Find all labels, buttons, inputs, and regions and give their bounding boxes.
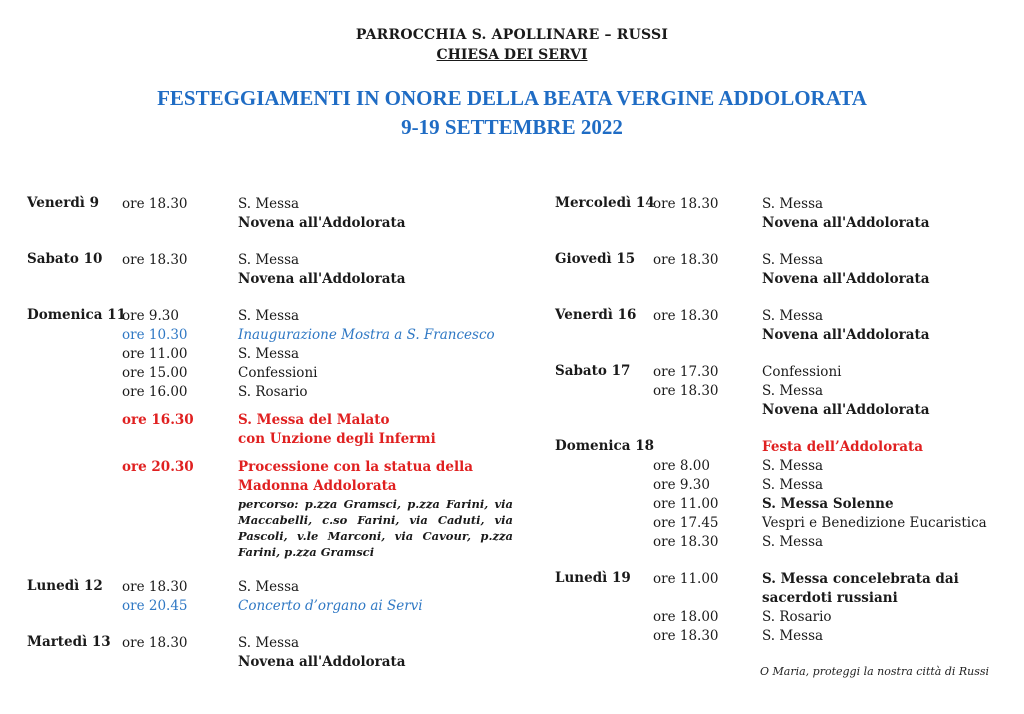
entry-time: ore 18.30: [653, 628, 719, 644]
entry-time: ore 20.45: [122, 598, 188, 614]
entry-event: S. Messa: [238, 308, 300, 324]
day-venerdi-9: [27, 195, 527, 233]
entry-time: ore 18.30: [653, 196, 719, 212]
feast-title: [555, 438, 1005, 457]
schedule-entry: [555, 570, 1005, 608]
day-name: Mercoledì 14: [555, 195, 655, 211]
entry-event: S. Messa: [762, 308, 824, 324]
entry-event: S. Messa: [762, 383, 824, 399]
day-name: Lunedì 19: [555, 570, 631, 586]
entry-time: ore 18.30: [122, 635, 188, 651]
novena-label: Novena all'Addolorata: [762, 327, 930, 343]
entry-event: S. Messa: [238, 635, 300, 651]
schedule-entry: [27, 364, 527, 383]
entry-time: ore 16.30: [122, 412, 194, 428]
day-name: Giovedì 15: [555, 251, 636, 267]
entry-event: S. Messa del Malato: [238, 412, 390, 428]
entry-event: Concerto d’organo ai Servi: [238, 598, 423, 614]
day-giovedi-15: [555, 251, 1005, 289]
schedule-entry: [555, 195, 1005, 214]
entry-time: ore 9.30: [122, 308, 179, 324]
schedule-right-column: [555, 195, 1005, 664]
day-name: Martedì 13: [27, 634, 111, 650]
entry-event-continued: con Unzione degli Infermi: [238, 431, 436, 447]
day-lunedi-12: [27, 578, 527, 616]
novena-label: Novena all'Addolorata: [762, 271, 930, 287]
entry-event: Inaugurazione Mostra a S. Francesco: [238, 327, 495, 343]
procession-route: percorso: p.zza Gramsci, p.zza Farini, via Maccabelli, c.so Farini, via Caduti, via Pascoli, v.le Marconi, via Cavour, p.zza Farini, p.zza Gramsci: [238, 497, 513, 559]
day-venerdi-16: [555, 307, 1005, 345]
parish-name: PARROCCHIA S. APOLLINARE – RUSSI: [355, 27, 669, 43]
schedule-entry: [27, 195, 527, 214]
novena-label: Novena all'Addolorata: [238, 271, 406, 287]
schedule-entry: [27, 345, 527, 364]
closing-prayer: O Maria, proteggi la nostra città di Russi: [760, 665, 990, 678]
entry-event: Processione con la statua della: [238, 459, 473, 475]
entry-time: ore 11.00: [653, 571, 719, 587]
entry-event: Vespri e Benedizione Eucaristica: [762, 515, 987, 531]
day-name: Sabato 10: [27, 251, 103, 267]
entry-event: Confessioni: [762, 364, 842, 380]
entry-time: ore 8.00: [653, 458, 710, 474]
entry-event: S. Messa: [762, 628, 824, 644]
page-dates: 9-19 SETTEMBRE 2022: [401, 115, 623, 139]
entry-time: ore 9.30: [653, 477, 710, 493]
entry-event: Festa dell’Addolorata: [762, 439, 924, 455]
entry-time: ore 11.00: [653, 496, 719, 512]
entry-time: ore 18.30: [653, 383, 719, 399]
day-sabato-10: [27, 251, 527, 289]
entry-time: ore 11.00: [122, 346, 188, 362]
day-name: Lunedì 12: [27, 578, 103, 594]
schedule-entry: [555, 363, 1005, 382]
schedule-entry: [27, 578, 527, 597]
entry-event: S. Messa: [762, 196, 824, 212]
entry-event: S. Messa concelebrata dai: [762, 571, 959, 587]
entry-time: ore 18.30: [122, 579, 188, 595]
day-sabato-17: [555, 363, 1005, 420]
entry-time: ore 17.30: [653, 364, 719, 380]
schedule-entry: [27, 251, 527, 270]
day-mercoledi-14: [555, 195, 1005, 233]
entry-time: ore 18.30: [653, 252, 719, 268]
schedule-entry: [27, 326, 527, 345]
schedule-entry: [555, 251, 1005, 270]
schedule-entry: [555, 495, 1005, 514]
church-name: CHIESA DEI SERVI: [436, 47, 588, 63]
entry-event: S. Messa Solenne: [762, 496, 894, 512]
entry-event: S. Messa: [762, 477, 824, 493]
schedule-entry: [555, 533, 1005, 552]
entry-event: S. Rosario: [238, 384, 308, 400]
entry-time: ore 18.00: [653, 609, 719, 625]
novena-label: Novena all'Addolorata: [762, 402, 930, 418]
entry-time: ore 15.00: [122, 365, 188, 381]
entry-event-continued: Madonna Addolorata: [238, 478, 397, 494]
schedule-entry: [27, 307, 527, 326]
novena-label: Novena all'Addolorata: [762, 215, 930, 231]
schedule-entry: [27, 383, 527, 402]
entry-time: ore 18.30: [122, 252, 188, 268]
day-martedi-13: [27, 634, 527, 672]
day-name: Domenica 18: [555, 438, 654, 454]
schedule-left-column: [27, 195, 527, 690]
entry-event: S. Messa: [238, 252, 300, 268]
entry-event: Confessioni: [238, 365, 318, 381]
entry-time: ore 18.30: [122, 196, 188, 212]
entry-time: ore 18.30: [653, 308, 719, 324]
schedule-entry: [555, 457, 1005, 476]
entry-event: S. Messa: [238, 579, 300, 595]
schedule-entry: [27, 634, 527, 653]
day-domenica-18: [555, 438, 1005, 552]
entry-event: S. Messa: [238, 196, 300, 212]
schedule-entry: [555, 514, 1005, 533]
entry-event: S. Messa: [238, 346, 300, 362]
entry-time: ore 20.30: [122, 459, 194, 475]
novena-label: Novena all'Addolorata: [238, 654, 406, 670]
entry-event: S. Messa: [762, 458, 824, 474]
day-name: Sabato 17: [555, 363, 631, 379]
entry-time: ore 18.30: [653, 534, 719, 550]
entry-time: ore 16.00: [122, 384, 188, 400]
schedule-entry: [27, 411, 527, 449]
entry-time: ore 17.45: [653, 515, 719, 531]
schedule-entry: [555, 476, 1005, 495]
day-domenica-11: [27, 307, 527, 560]
schedule-entry: [27, 597, 527, 616]
schedule-entry: [555, 307, 1005, 326]
entry-event-continued: sacerdoti russiani: [762, 590, 898, 606]
schedule-entry: [555, 627, 1005, 646]
novena-label: Novena all'Addolorata: [238, 215, 406, 231]
schedule-entry: [555, 382, 1005, 401]
entry-event: S. Messa: [762, 534, 824, 550]
entry-time: ore 10.30: [122, 327, 188, 343]
schedule-entry: [27, 458, 527, 496]
entry-event: S. Messa: [762, 252, 824, 268]
schedule-entry: [555, 608, 1005, 627]
day-name: Domenica 11: [27, 307, 126, 323]
page-title: FESTEGGIAMENTI IN ONORE DELLA BEATA VERGINE ADDOLORATA: [157, 86, 867, 110]
day-name: Venerdì 16: [555, 307, 637, 323]
entry-event: S. Rosario: [762, 609, 832, 625]
day-lunedi-19: [555, 570, 1005, 646]
day-name: Venerdì 9: [27, 195, 100, 211]
